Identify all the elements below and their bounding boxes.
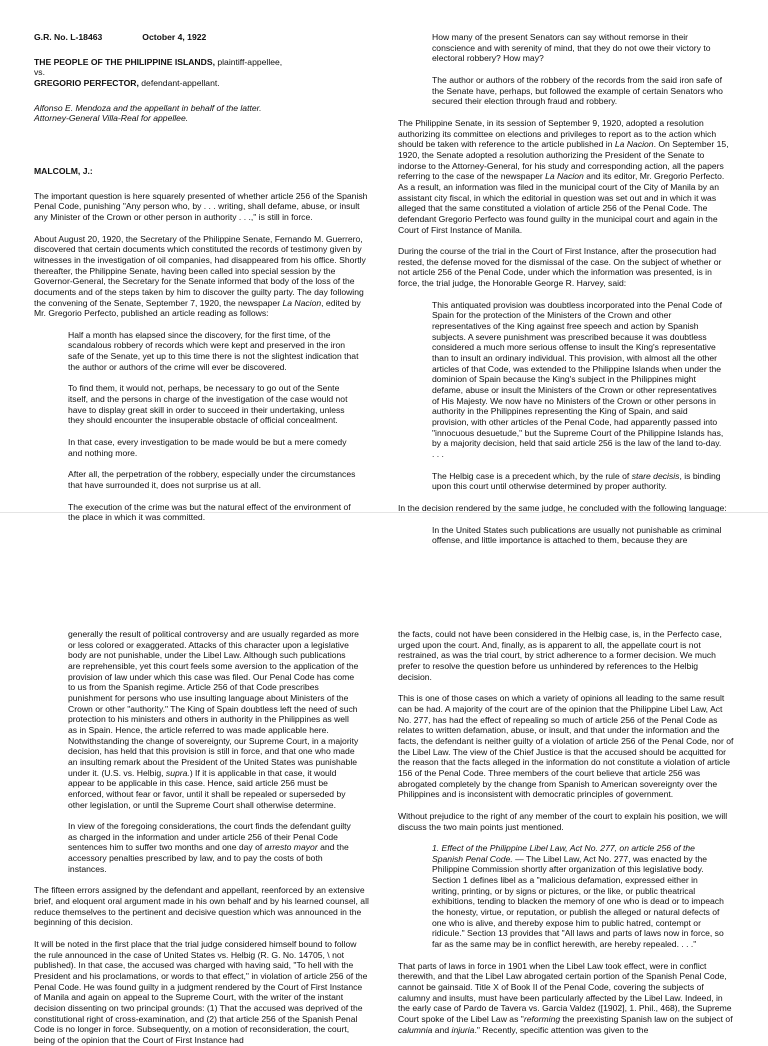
block-quote: generally the result of political controversy and are usually regarded as more or less colored or exaggerated. Attacks of this character upon a legislative body are not punishable, under the Libel Law. Although such publications are reprehensible, yet this court feels some aversion to the application of the provision of law under which this case was filed. Our Penal Code has come to us from the Spanish regime. Article 256 of that Code prescribes punishment for persons who use insulting language about Ministers of the Crown or other "authority." The King of Spain doubtless left the need of such protection to his ministers and others in authority in the Philippines as well as in Spain. Hence, the article referred to was made applicable here. Notwithstanding the change of sovereignty, our Supreme Court, in a majority decision, has held that this provision is still in force, and that one who made an insulting remark about the President of the United States was punishable under it. (U.S. vs. Helbig, supra.) If it is applicable in that case, it would appear to be applicable in this case. Hence, said article 256 must be enforced, without fear or favor, until it shall be repealed or superseded by other legislation, or until the Supreme Court shall otherwise determine.	[68, 629, 359, 810]
counsel-block	[34, 103, 369, 124]
ponente: MALCOLM, J.:	[34, 165, 93, 176]
block-quote: Half a month has elapsed since the discovery, for the first time, of the scandalous robbery of records which were kept and preserved in the iron safe of the Senate, yet up to this time there is not the slightest indication that the author or authors of the crime will ever be discovered.	[68, 329, 359, 372]
defendant-line	[34, 78, 369, 89]
plaintiff-line	[34, 57, 369, 68]
paragraph: the facts, could not have been considered in the Helbig case, is, in the Perfecto case, urged upon the court. And, finally, as is apparent to all, the appellate court is not restrained, as was the trial court, by strict adherence to a former decision. We much prefer to resolve the question before us unhindered by references to the Helbig decision.	[398, 629, 722, 682]
paragraph: During the course of the trial in the Court of First Instance, after the prosecution had rested, the defense moved for the dismissal of the case. On the subject of whether or not article 256 of the Penal Code, under which the information was presented, is in force, the trial judge, the Honorable George R. Harvey, said:	[398, 246, 722, 289]
case-number: G.R. No. L-18463	[34, 32, 103, 42]
defendant-role: defendant-appellant.	[138, 77, 220, 88]
page-2-left-column	[34, 629, 369, 1045]
plaintiff-name: THE PEOPLE OF THE PHILIPPINE ISLANDS,	[34, 56, 215, 67]
case-date: October 4, 1922	[142, 32, 207, 42]
page-2-right-column	[398, 629, 734, 1035]
paragraph: The important question is here squarely presented of whether article 256 of the Spanish Penal Code, punishing "Any person who, by . . . writing, shall defame, abuse, or insult any Minister of the Crown or other person in authority . . .," is still in force.	[34, 190, 368, 222]
block-quote: To find them, it would not, perhaps, be necessary to go out of the Sente itself, and the persons in charge of the investigation of the case would not have to display great skill in order to succeed in their undertaking, unless they should encounter the insuperable obstacle of official concealment.	[68, 383, 348, 426]
block-quote: 1. Effect of the Philippine Libel Law, Act No. 277, on article 256 of the Spanish Penal Code. — The Libel Law, Act No. 277, was enacted by the Philippine Commission shortly after organization of this legislative body. Section 1 defines libel as a "malicious defamation, expressed either in writing, printing, or by signs or pictures, or the like, or public theatrical exhibitions, tending to blacken the memory of one who is dead or to impeach the honesty, virtue, or reputation, or publish the alleged or natural defects of one who is alive, and thereby expose him to public hatred, contempt or ridicule." Section 13 provides that "All laws and parts of laws now in force, so far as the same may be in conflict herewith, are hereby repealed. . . ."	[432, 843, 724, 950]
paragraph: Without prejudice to the right of any member of the court to explain his position, we will discuss the two main points just mentioned.	[398, 810, 728, 832]
page-1-left-column	[34, 32, 369, 523]
paragraph: The Philippine Senate, in its session of September 9, 1920, adopted a resolution authorizing its committee on elections and privileges to report as to the action which should be taken with reference to the article published in La Nacion. On September 15, 1920, the Senate adopted a resolution authorizing the President of the Senate to indorse to the Attorney-General, for his study and corresponding action, all the papers referring to the case of the newspaper La Nacion and its editor, Mr. Gregorio Perfecto. As a result, an information was filed in the municipal court of the City of Manila by an assistant city fiscal, in which the editorial in question was set out and in which it was alleged that the same constituted a violation of article 256 of the Penal Code. The defendant Gregorio Perfecto was found guilty in the municipal court and again in the Court of First Instance of Manila.	[398, 117, 729, 235]
versus-label: vs.	[34, 67, 45, 78]
paragraph: It will be noted in the first place that the trial judge considered himself bound to follow the rule announced in the case of United States vs. Helbig (R. G. No. 14705, \ not published). In that case, the accused was charged with having said, "To hell with the President and his proclamations, or words to that effect," in violation of article 256 of the Penal Code. He was found guilty in a judgment rendered by the Court of First Instance of Manila and again on appeal to the Supreme Court, with the writer of the instant decision dissenting on two principal grounds: (1) That the accused was deprived of the constitutional right of cross-examination, and (2) that article 256 of the Spanish Penal Code is no longer in force. Subsequently, on a motion of reconsideration, the court, being of the opinion that the Court of First Instance had	[34, 939, 368, 1045]
defendant-name: GREGORIO PERFECTOR,	[34, 77, 139, 88]
block-quote: After all, the perpetration of the robbery, especially under the circumstances that have surrounded it, does not surprise us at all.	[68, 469, 356, 491]
paragraph: About August 20, 1920, the Secretary of the Philippine Senate, Fernando M. Guerrero, discovered that certain documents which constituted the records of testimony given by witnesses in the investigation of oil companies, had disappeared from his office. Shortly thereafter, the Philippine Senate, having been called into special session by the Governor-General, the Secretary for the Senate informed that body of the loss of the documents and of the steps taken by him to discover the guilty party. The day following the convening of the Senate, September 7, 1920, the newspaper La Nacion, edited by Mr. Gregorio Perfecto, published an article reading as follows:	[34, 233, 366, 319]
block-quote: How many of the present Senators can say without remorse in their conscience and with serenity of mind, that they do not owe their victory to electoral robbery? How may?	[432, 32, 711, 64]
block-quote: In the United States such publications are usually not punishable as criminal offense, and little importance is attached to them, because they are	[432, 524, 722, 546]
block-quote: In that case, every investigation to be made would be but a mere comedy and nothing more.	[68, 437, 347, 458]
block-quote: The author or authors of the robbery of the records from the said iron safe of the Senate have, perhaps, but followed the example of certain Senators who secured their election through fraud and robbery.	[432, 74, 723, 107]
counsel-appellee: Attorney-General Villa-Real for appellee.	[34, 113, 189, 124]
block-quote: The Helbig case is a precedent which, by the rule of stare decisis, is binding upon this court until otherwise determined by proper authority.	[432, 470, 721, 492]
case-header	[34, 32, 369, 43]
paragraph: That parts of laws in force in 1901 when the Libel Law took effect, were in conflict therewith, and that the Libel Law abrogated certain portion of the Spanish Penal Code, cannot be gainsaid. Title X of Book II of the Penal Code, covering the subjects of calumny and insults, must have been particularly affected by the Libel Law. Indeed, in the early case of Pardo de Tavera vs. Garcia Valdez ([1902], 1. Phil., 468), the Supreme Court spoke of the Libel Law as "reforming the preexisting Spanish law on the subject of calumnia and injuria." Recently, specific attention was given to the	[398, 960, 733, 1035]
counsel-appellant: Alfonso E. Mendoza and the appellant in behalf of the latter.	[34, 102, 262, 113]
block-quote: The execution of the crime was but the natural effect of the environment of the place in which it was committed.	[68, 501, 351, 523]
plaintiff-role: plaintiff-appellee,	[214, 56, 283, 67]
paragraph: This is one of those cases on which a variety of opinions all leading to the same result can be had. A majority of the court are of the opinion that the Philippine Libel Law, Act No. 277, has had the effect of repealing so much of article 256 of the Penal Code as relates to written defamation, abuse, or insult, and that under the information and the facts, the defendant is neither guilty of a violation of article 256 of the Penal Code, nor of the Libel Law. The view of the Chief Justice is that the accused should be acquitted for the reason that the facts alleged in the information do not constitute a violation of article 156 of the Penal Code. Three members of the court believe that article 256 was abrogated completely by the change from Spanish to American sovereignty over the Philippines and is inconsistent with democratic principles of government.	[398, 693, 734, 800]
block-quote: This antiquated provision was doubtless incorporated into the Penal Code of Spain for the protection of the Ministers of the Crown and other representatives of the King against free speech and action by Spanish subjects. A severe punishment was prescribed because it was doubtless considered a much more serious offense to insult the King's representative than to insult an ordinary individual. This provision, with almost all the other articles of that Code, was extended to the Philippine Islands when under the dominion of Spain because the King's subject in the Philippines might defame, abuse or insult the Ministers of the Crown or other representatives of His Majesty. We now have no Ministers of the Crown or other persons in authority in the Philippines representing the King of Spain, and said provision, with other articles of the Penal Code, had apparently passed into "innocuous desuetude," but the Supreme Court of the Philippine Islands has, by a majority decision, held that said article 256 is the law of the land to-day. . . .	[432, 299, 724, 459]
paragraph: In the decision rendered by the same judge, he concluded with the following language:	[398, 502, 727, 513]
page-1-right-column	[398, 32, 734, 546]
block-quote: In view of the foregoing considerations, the court finds the defendant guilty as charged in the information and under article 256 of their Penal Code sentences him to suffer two months and one day of arresto mayor and the accessory penalties prescribed by law, and to pay the costs of both instances.	[68, 821, 351, 874]
paragraph: The fifteen errors assigned by the defendant and appellant, reenforced by an extensive brief, and eloquent oral argument made in his own behalf and by his learned counsel, all reduce themselves to the pertinent and decisive question which was announced in the beginning of this decision.	[34, 885, 369, 928]
document-page-2	[0, 512, 768, 1045]
